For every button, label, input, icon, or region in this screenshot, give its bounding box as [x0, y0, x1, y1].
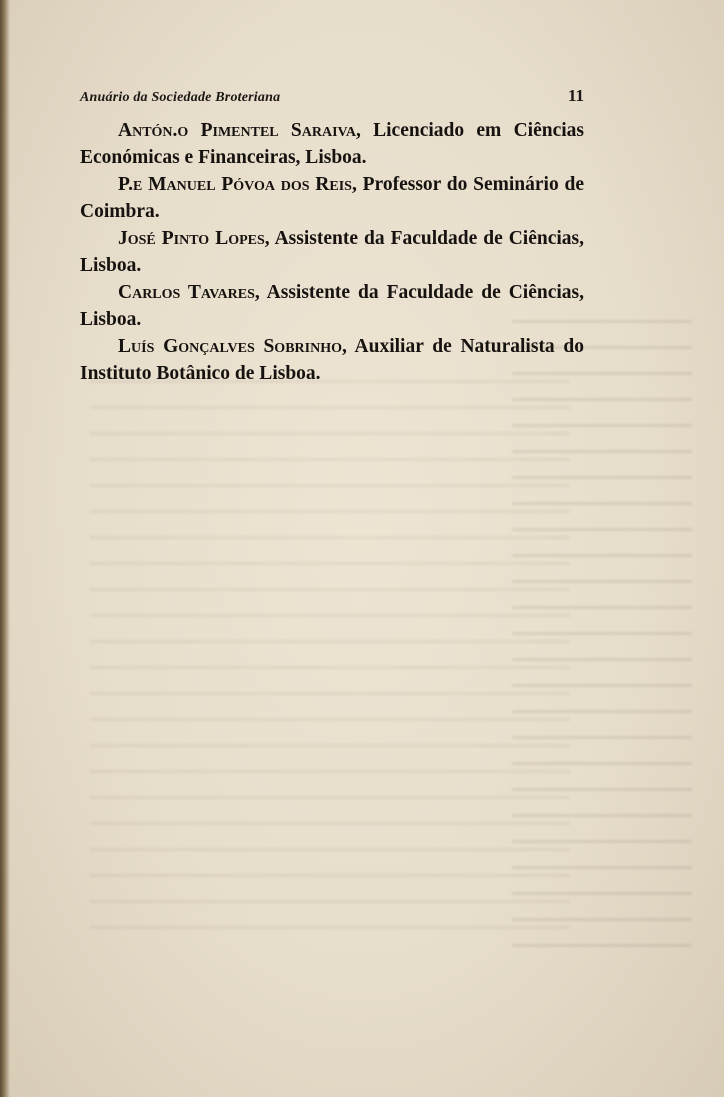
member-name: Antón.o Pimentel Saraiva, [118, 120, 361, 141]
show-through-text-right [512, 320, 692, 960]
page-number: 11 [567, 86, 584, 105]
journal-title: Anuário da Sociedade Broteriana [80, 90, 281, 105]
running-head [80, 86, 584, 110]
book-binding-edge [0, 0, 10, 1097]
member-entry-3 [80, 225, 584, 279]
member-entry-1 [80, 117, 584, 171]
member-description: Assistente da Faculdade de Ciências, Lisboa. [80, 228, 585, 276]
member-name: José Pinto Lopes, [118, 228, 270, 249]
member-description: Licenciado em Ciências Económicas e Financeiras, Lisboa. [80, 120, 584, 168]
member-entry-5 [80, 333, 584, 387]
show-through-text-left [90, 380, 570, 940]
member-name: Luís Gonçalves Sobrinho, [118, 336, 347, 357]
member-description: Professor do Seminário de Coimbra. [80, 174, 584, 222]
member-name: Carlos Tavares, [118, 282, 260, 303]
member-description: Auxiliar de Naturalista do Instituto Botânico de Lisboa. [80, 336, 584, 384]
member-entry-4 [80, 279, 584, 333]
member-list [80, 117, 584, 387]
member-entry-2 [80, 171, 584, 225]
member-description: Assistente da Faculdade de Ciências, Lisboa. [80, 282, 584, 330]
member-name: P.e Manuel Póvoa dos Reis, [118, 174, 357, 195]
